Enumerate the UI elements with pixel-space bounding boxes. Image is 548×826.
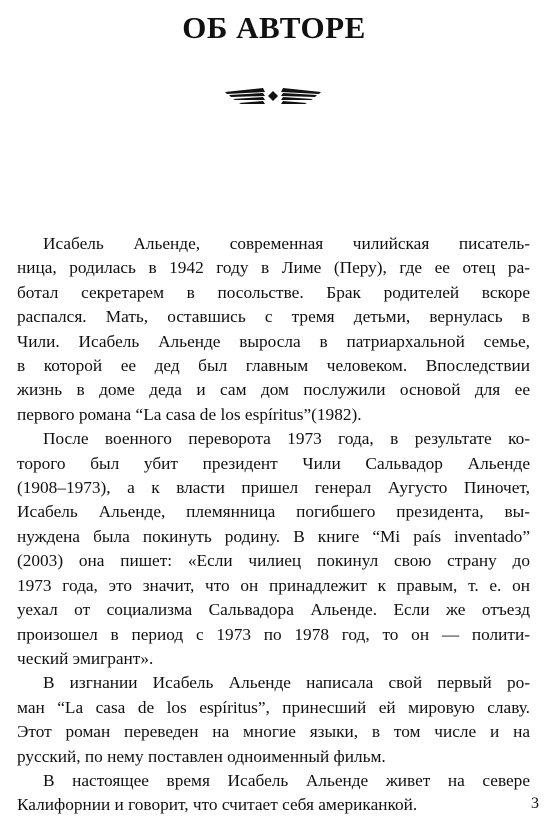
article-body (17, 232, 530, 818)
paragraph-line: (1908–1973), а к власти пришел генерал Аугусто Пиночет, (17, 478, 530, 498)
paragraph-first-line: Исабель Альенде, современная чилийская писатель- (43, 234, 530, 253)
paragraph-line: жизнь в доме деда и сам дом послужили основой для ее (17, 380, 530, 400)
paragraph-line: ботал секретарем в посольстве. Брак родителей вскоре (17, 282, 530, 302)
page-title: ОБ АВТОРЕ (182, 10, 366, 45)
paragraph-line: Чили. Исабель Альенде выросла в патриархальной семье, (17, 331, 530, 351)
page-number: 3 (531, 795, 539, 812)
paragraph-line: произошел в период с 1973 по 1978 год, то он — полити- (17, 624, 530, 644)
paragraph-line: ница, родилась в 1942 году в Лиме (Перу), где ее отец ра- (17, 258, 530, 278)
paragraph-line: Исабель Альенде, племянница погибшего президента, вы- (17, 502, 530, 522)
paragraph-line: ческий эмигрант». (17, 648, 154, 668)
paragraph-line: Калифорнии и говорит, что считает себя американкой. (17, 795, 418, 815)
paragraph-line: уехал от социализма Сальвадора Альенде. Если же отъезд (17, 600, 530, 620)
paragraph-first-line: В изгнании Исабель Альенде написала свой первый ро- (43, 673, 530, 693)
paragraph-line: в которой ее дед был главным человеком. Впоследствии (17, 356, 530, 376)
paragraph-line: распался. Мать, оставшись с тремя детьми, вернулась в (17, 307, 530, 327)
paragraph-first-line: В настоящее время Исабель Альенде живет на севере (43, 770, 530, 790)
paragraph-line: нуждена была покинуть родину. В книге “Mi país inventado” (17, 526, 530, 546)
paragraph-line: торого был убит президент Чили Сальвадор Альенде (17, 453, 530, 473)
paragraph-line: Этот роман переведен на многие языки, в том числе и на (17, 722, 530, 742)
paragraph-line: русский, по нему поставлен одноименный фильм. (17, 746, 386, 766)
paragraph-line: 1973 года, это значит, что он принадлежит к правым, т. е. он (17, 575, 530, 595)
paragraph-line: (2003) она пишет: «Если чилиец покинул свою страну до (17, 551, 530, 571)
decorative-divider-icon (223, 84, 323, 108)
paragraph-line: первого романа “La casa de los espíritus”(1982). (17, 404, 362, 424)
paragraph-first-line: После военного переворота 1973 года, в результате ко- (43, 429, 530, 449)
paragraph-line: ман “La casa de los espíritus”, принесший ей мировую славу. (17, 697, 530, 717)
